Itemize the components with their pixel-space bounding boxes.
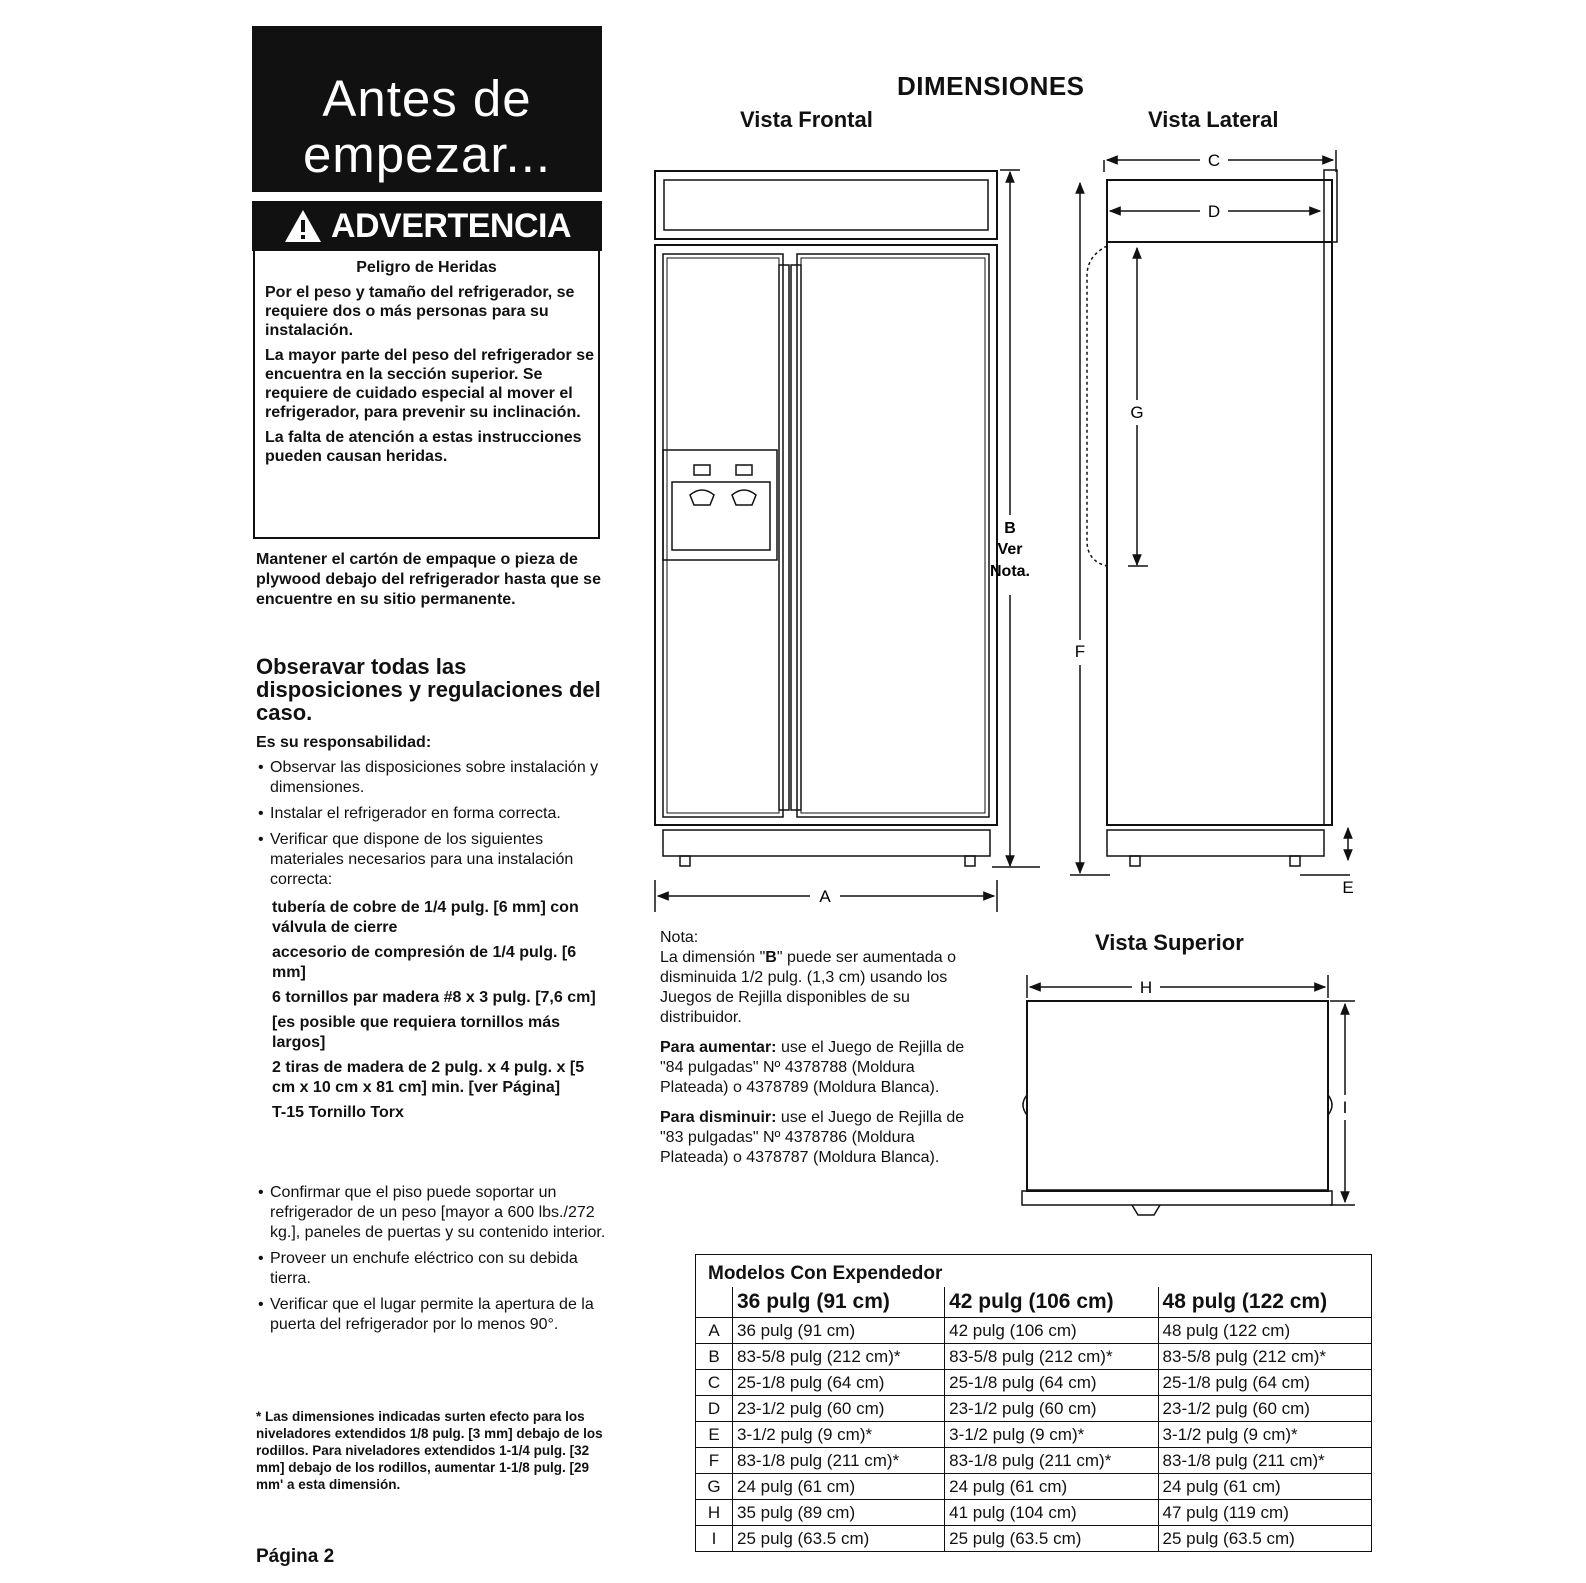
side-view-title: Vista Lateral xyxy=(1148,107,1279,132)
material-item: [es posible que requiera tornillos más largos] xyxy=(272,1014,561,1051)
table-cell: 83-1/8 pulg (211 cm)* xyxy=(1158,1448,1371,1474)
title-line-1: Antes de xyxy=(322,70,532,127)
note-block xyxy=(660,928,980,1178)
row-label: G xyxy=(696,1474,733,1500)
fridge-door xyxy=(797,254,989,817)
dim-b-nota: Nota. xyxy=(990,563,1030,580)
table-cell: 23-1/2 pulg (60 cm) xyxy=(1158,1396,1371,1422)
table-cell: 83-1/8 pulg (211 cm)* xyxy=(733,1448,945,1474)
decrease-label: Para disminuir: xyxy=(660,1109,777,1126)
row-label: C xyxy=(696,1370,733,1396)
note-text-bold: B xyxy=(765,949,777,966)
table-cell: 24 pulg (61 cm) xyxy=(945,1474,1158,1500)
row-label: E xyxy=(696,1422,733,1448)
warning-banner-text: ADVERTENCIA xyxy=(330,206,572,245)
table-row xyxy=(696,1474,1372,1500)
table-row xyxy=(696,1500,1372,1526)
decrease-paragraph xyxy=(660,1108,980,1168)
decrease-text: use el Juego de Rejilla de "83 pulgadas" Nº 4378786 (Moldura Plateada) o 4378787 (Moldura Blanca). xyxy=(660,1109,965,1166)
table-header-cell: 36 pulg (91 cm) xyxy=(733,1287,945,1318)
table-cell: 24 pulg (61 cm) xyxy=(1158,1474,1371,1500)
front-view-title: Vista Frontal xyxy=(740,107,873,132)
material-item: tubería de cobre de 1/4 pulg. [6 mm] con válvula de cierre xyxy=(272,899,579,936)
material-item: 2 tiras de madera de 2 pulg. x 4 pulg. x [5 cm x 10 cm x 81 cm] min. [ver Página] xyxy=(272,1059,585,1096)
note-text-pre: La dimensión " xyxy=(660,949,766,966)
door-swing xyxy=(1087,246,1107,566)
dim-b-label: B xyxy=(1004,520,1016,537)
table-cell: 41 pulg (104 cm) xyxy=(945,1500,1158,1526)
warning-paragraph-1: Por el peso y tamaño del refrigerador, se requiere dos o más personas para su instalación. xyxy=(265,284,575,339)
observe-heading: Obseravar todas las disposiciones y regulaciones del caso. xyxy=(256,654,601,725)
dim-d-label: D xyxy=(1207,202,1221,221)
list-item: • Verificar que el lugar permite la apertura de la puerta del refrigerador por lo menos 90°. xyxy=(256,1295,606,1335)
table-cell: 25 pulg (63.5 cm) xyxy=(733,1526,945,1552)
material-item: 6 tornillos par madera #8 x 3 pulg. [7,6 cm] xyxy=(272,989,596,1006)
side-body xyxy=(1107,242,1332,825)
side-base xyxy=(1107,830,1324,856)
top-view-title: Vista Superior xyxy=(1095,930,1244,955)
front-view-drawing xyxy=(655,171,1040,912)
front-body xyxy=(655,245,997,825)
front-top-grille xyxy=(655,171,997,239)
table-cell: 25-1/8 pulg (64 cm) xyxy=(945,1370,1158,1396)
table-cell: 42 pulg (106 cm) xyxy=(945,1318,1158,1344)
list-item: • Verificar que dispone de los siguientes materiales necesarios para una instalación correcta: xyxy=(256,830,606,890)
table-cell: 25-1/8 pulg (64 cm) xyxy=(1158,1370,1371,1396)
table-cell: 48 pulg (122 cm) xyxy=(1158,1318,1371,1344)
table-cell: 23-1/2 pulg (60 cm) xyxy=(945,1396,1158,1422)
row-label: A xyxy=(696,1318,733,1344)
list-item: • Proveer un enchufe eléctrico con su debida tierra. xyxy=(256,1249,606,1289)
warning-paragraph-2: La mayor parte del peso del refrigerador se encuentra en la sección superior. Se requiere de cuidado especial al mover el refrigerador, para prevenir su inclinación. xyxy=(265,347,595,421)
responsibility-label: Es su responsabilidad: xyxy=(256,734,432,751)
table-cell: 3-1/2 pulg (9 cm)* xyxy=(945,1422,1158,1448)
top-view-drawing xyxy=(1022,975,1355,1215)
row-label: I xyxy=(696,1526,733,1552)
table-header-cell: 42 pulg (106 cm) xyxy=(945,1287,1158,1318)
left-handle xyxy=(779,265,789,810)
table-cell: 3-1/2 pulg (9 cm)* xyxy=(1158,1422,1371,1448)
row-label: H xyxy=(696,1500,733,1526)
table-cell: 83-5/8 pulg (212 cm)* xyxy=(733,1344,945,1370)
material-item: T-15 Tornillo Torx xyxy=(272,1104,404,1121)
increase-text: use el Juego de Rejilla de "84 pulgadas" Nº 4378788 (Moldura Plateada) o 4378789 (Moldura Blanca). xyxy=(660,1039,965,1096)
table-header-row xyxy=(696,1287,1372,1318)
front-base xyxy=(663,830,990,856)
table-cell: 24 pulg (61 cm) xyxy=(733,1474,945,1500)
footnote: * Las dimensiones indicadas surten efecto para los niveladores extendidos 1/8 pulg. [3 mm] debajo de los rodillos. Para niveladores extendidos 1-1/4 pulg. [32 mm] debajo de los rodillos, aumentar 1-1/8 pulg. [29 mm' a esta dimensión. xyxy=(256,1409,603,1492)
dim-h-label: H xyxy=(1139,978,1153,997)
dim-g-label: G xyxy=(1130,403,1144,422)
note-paragraph xyxy=(660,928,980,1028)
title-line-2: empezar... xyxy=(302,126,552,183)
table-cell: 36 pulg (91 cm) xyxy=(733,1318,945,1344)
top-base xyxy=(1022,1191,1332,1205)
table-caption: Modelos Con Expendedor xyxy=(708,1263,943,1284)
table-row xyxy=(696,1370,1372,1396)
page-number: Página 2 xyxy=(256,1546,335,1567)
row-label: B xyxy=(696,1344,733,1370)
side-view-drawing xyxy=(1070,170,1350,875)
table-header-cell: 48 pulg (122 cm) xyxy=(1158,1287,1371,1318)
dim-c-label: C xyxy=(1207,151,1221,170)
table-cell: 83-1/8 pulg (211 cm)* xyxy=(945,1448,1158,1474)
top-body xyxy=(1027,1001,1328,1191)
dim-e-label: E xyxy=(1342,878,1354,897)
dim-b-ver: Ver xyxy=(997,541,1023,558)
list-item: • Confirmar que el piso puede soportar un refrigerador de un peso [mayor a 600 lbs./272 kg.], paneles de puertas y su contenido interior. xyxy=(256,1183,606,1243)
dispenser xyxy=(663,450,777,560)
row-label: F xyxy=(696,1448,733,1474)
warning-subtitle: Peligro de Heridas xyxy=(356,259,497,276)
carton-instruction: Mantener el cartón de empaque o pieza de plywood debajo del refrigerador hasta que se encuentre en su sitio permanente. xyxy=(256,551,601,608)
increase-label: Para aumentar: xyxy=(660,1039,777,1056)
table-row xyxy=(696,1344,1372,1370)
table-header-empty xyxy=(696,1287,733,1318)
table-cell: 25 pulg (63.5 cm) xyxy=(945,1526,1158,1552)
table-cell: 47 pulg (119 cm) xyxy=(1158,1500,1371,1526)
table-cell: 83-5/8 pulg (212 cm)* xyxy=(945,1344,1158,1370)
increase-paragraph xyxy=(660,1038,980,1098)
models-table xyxy=(695,1254,1372,1552)
dim-a-label: A xyxy=(819,887,831,906)
row-label: D xyxy=(696,1396,733,1422)
dim-f-label: F xyxy=(1074,642,1086,661)
warning-paragraph-3: La falta de atención a estas instrucciones pueden causan heridas. xyxy=(265,429,582,465)
table-row xyxy=(696,1396,1372,1422)
right-handle xyxy=(791,265,801,810)
table-row xyxy=(696,1318,1372,1344)
dimensions-title: DIMENSIONES xyxy=(897,71,1085,101)
list-item: • Instalar el refrigerador en forma correcta. xyxy=(256,804,606,824)
table-cell: 83-5/8 pulg (212 cm)* xyxy=(1158,1344,1371,1370)
table-cell: 35 pulg (89 cm) xyxy=(733,1500,945,1526)
dim-i-label: I xyxy=(1342,1098,1348,1117)
freezer-door xyxy=(663,254,783,817)
table-row xyxy=(696,1448,1372,1474)
table-cell: 25 pulg (63.5 cm) xyxy=(1158,1526,1371,1552)
table-cell: 25-1/8 pulg (64 cm) xyxy=(733,1370,945,1396)
note-label: Nota: xyxy=(660,929,699,946)
list-item: • Observar las disposiciones sobre instalación y dimensiones. xyxy=(256,758,606,798)
table-caption-row xyxy=(696,1255,1372,1288)
table-cell: 23-1/2 pulg (60 cm) xyxy=(733,1396,945,1422)
table-cell: 3-1/2 pulg (9 cm)* xyxy=(733,1422,945,1448)
material-item: accesorio de compresión de 1/4 pulg. [6 mm] xyxy=(272,944,577,981)
note-text-post: " puede ser aumentada o disminuida 1/2 pulg. (1,3 cm) usando los Juegos de Rejilla disponibles de su distribuidor. xyxy=(660,949,956,1026)
table-row xyxy=(696,1422,1372,1448)
table-row xyxy=(696,1526,1372,1552)
